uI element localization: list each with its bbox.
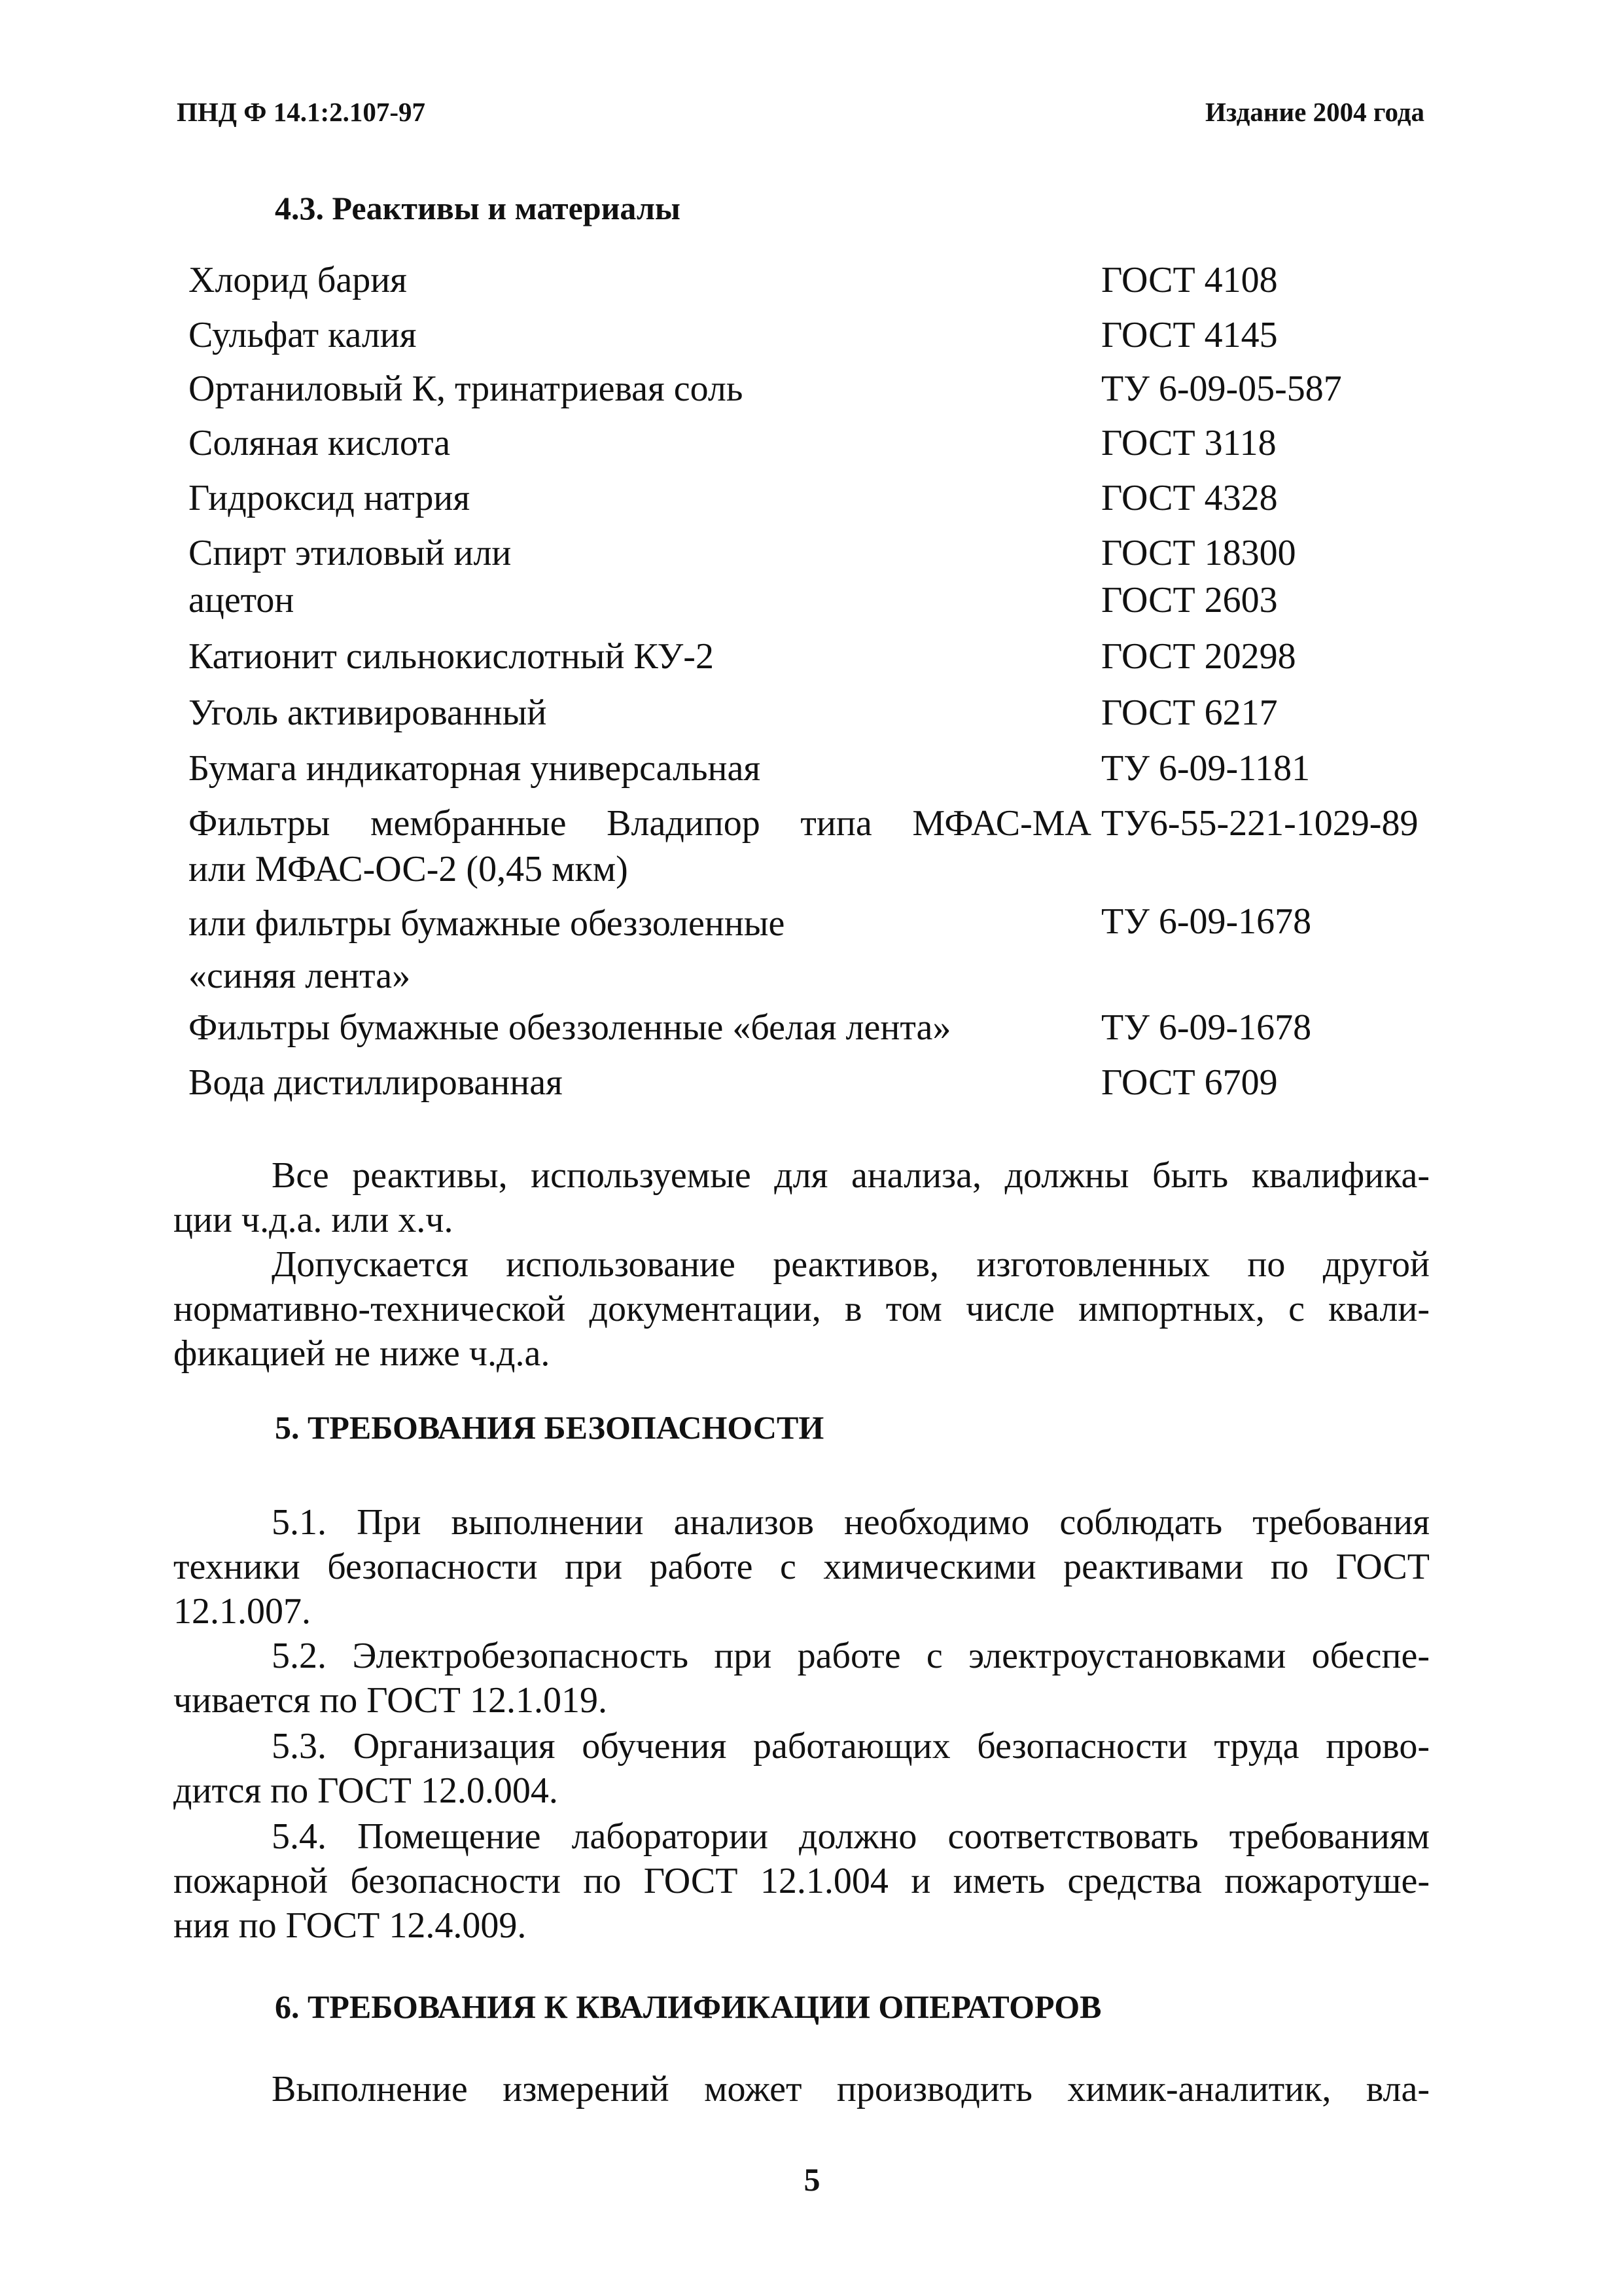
reagent-row — [188, 744, 1432, 798]
reagents-alternative-paragraph — [173, 1242, 1430, 1376]
reagent-name: Ортаниловый К, тринатриевая соль — [188, 368, 743, 409]
reagent-standard: ГОСТ 4328 — [1101, 478, 1278, 518]
paragraph-line: 5.4. Помещение лаборатории должно соответствовать требованиям — [272, 1816, 1430, 1857]
reagent-name: или фильтры бумажные обеззоленные — [188, 903, 785, 944]
reagent-row — [188, 1058, 1432, 1113]
paragraph-line: ции ч.д.а. или х.ч. — [173, 1200, 453, 1240]
safety-item-5-1 — [173, 1500, 1430, 1634]
reagent-name: Гидроксид натрия — [188, 478, 470, 518]
reagents-list — [188, 255, 1432, 1113]
reagent-row — [188, 575, 1432, 632]
safety-item-5-2 — [173, 1634, 1430, 1723]
reagent-standard: ГОСТ 18300 — [1101, 533, 1296, 573]
paragraph-line: нормативно-технической документации, в том числе импортных, с квали- — [173, 1289, 1430, 1329]
reagent-standard: ГОСТ 3118 — [1101, 423, 1277, 463]
paragraph-line: 5.3. Организация обучения работающих безопасности труда прово- — [272, 1726, 1430, 1767]
safety-item-5-4 — [173, 1814, 1430, 1948]
paragraph-line: Допускается использование реактивов, изготовленных по другой — [272, 1244, 1430, 1285]
paragraph-line: 5.1. При выполнении анализов необходимо соблюдать требования — [272, 1502, 1430, 1543]
reagent-name-continuation: или МФАС-ОС-2 (0,45 мкм) — [188, 849, 628, 889]
reagent-name: Хлорид бария — [188, 260, 407, 300]
reagent-name: ацетон — [188, 580, 294, 620]
document-code: ПНД Ф 14.1:2.107-97 — [177, 97, 426, 127]
reagent-standard: ТУ 6-09-05-587 — [1101, 368, 1342, 409]
reagent-standard: ТУ6-55-221-1029-89 — [1101, 803, 1419, 844]
reagent-standard: ТУ 6-09-1181 — [1101, 748, 1311, 789]
paragraph-line: техники безопасности при работе с химическими реактивами по ГОСТ — [173, 1547, 1430, 1587]
edition-label: Издание 2004 года — [1205, 97, 1424, 127]
reagent-standard: ГОСТ 4108 — [1101, 260, 1278, 300]
paragraph-line: ния по ГОСТ 12.4.009. — [173, 1905, 527, 1946]
paragraph-line: 5.2. Электробезопасность при работе с электроустановками обеспе- — [272, 1636, 1430, 1676]
reagent-row — [188, 1003, 1432, 1058]
reagent-row — [188, 798, 1432, 897]
reagent-name-continuation: «синяя лента» — [188, 956, 411, 996]
reagent-row — [188, 255, 1432, 310]
reagent-standard: ГОСТ 2603 — [1101, 580, 1278, 620]
reagent-row — [188, 473, 1432, 528]
paragraph-line: фикацией не ниже ч.д.а. — [173, 1333, 550, 1374]
reagent-row — [188, 418, 1432, 473]
reagent-standard: ГОСТ 20298 — [1101, 636, 1296, 677]
paragraph-line: чивается по ГОСТ 12.1.019. — [173, 1680, 607, 1721]
reagent-row — [188, 364, 1432, 418]
operators-paragraph — [173, 2067, 1430, 2111]
page-number: 5 — [803, 2161, 821, 2198]
reagent-name: Фильтры бумажные обеззоленные «белая лента» — [188, 1007, 951, 1048]
reagent-name: Катионит сильнокислотный КУ-2 — [188, 636, 714, 677]
reagent-standard: ТУ 6-09-1678 — [1101, 1007, 1312, 1048]
section-6-title: 6. ТРЕБОВАНИЯ К КВАЛИФИКАЦИИ ОПЕРАТОРОВ — [275, 1988, 1102, 2025]
reagent-name: Сульфат калия — [188, 315, 417, 355]
reagent-row — [188, 688, 1432, 744]
reagent-row — [188, 897, 1432, 1003]
paragraph-line: Выполнение измерений может производить химик-аналитик, вла- — [272, 2069, 1430, 2109]
section-4-3-title: 4.3. Реактивы и материалы — [275, 190, 680, 226]
reagent-row — [188, 632, 1432, 688]
paragraph-line: пожарной безопасности по ГОСТ 12.1.004 и иметь средства пожаротуше- — [173, 1861, 1430, 1901]
safety-item-5-3 — [173, 1724, 1430, 1813]
paragraph-line: 12.1.007. — [173, 1591, 311, 1632]
reagent-standard: ГОСТ 6709 — [1101, 1062, 1278, 1103]
reagent-name: Уголь активированный — [188, 692, 547, 733]
paragraph-line: дится по ГОСТ 12.0.004. — [173, 1770, 558, 1811]
reagent-standard: ГОСТ 4145 — [1101, 315, 1278, 355]
reagent-name: Фильтры мембранные Владипор типа МФАС-МА — [188, 803, 1091, 844]
reagent-name: Бумага индикаторная универсальная — [188, 748, 761, 789]
paragraph-line: Все реактивы, используемые для анализа, должны быть квалифика- — [272, 1155, 1430, 1196]
reagent-name: Спирт этиловый или — [188, 533, 512, 573]
reagent-name: Соляная кислота — [188, 423, 451, 463]
reagent-standard: ТУ 6-09-1678 — [1101, 901, 1312, 942]
reagent-row — [188, 528, 1432, 575]
reagent-row — [188, 310, 1432, 364]
reagent-standard: ГОСТ 6217 — [1101, 692, 1278, 733]
reagents-qualification-paragraph — [173, 1153, 1430, 1242]
reagent-name: Вода дистиллированная — [188, 1062, 563, 1103]
section-5-title: 5. ТРЕБОВАНИЯ БЕЗОПАСНОСТИ — [275, 1409, 824, 1446]
